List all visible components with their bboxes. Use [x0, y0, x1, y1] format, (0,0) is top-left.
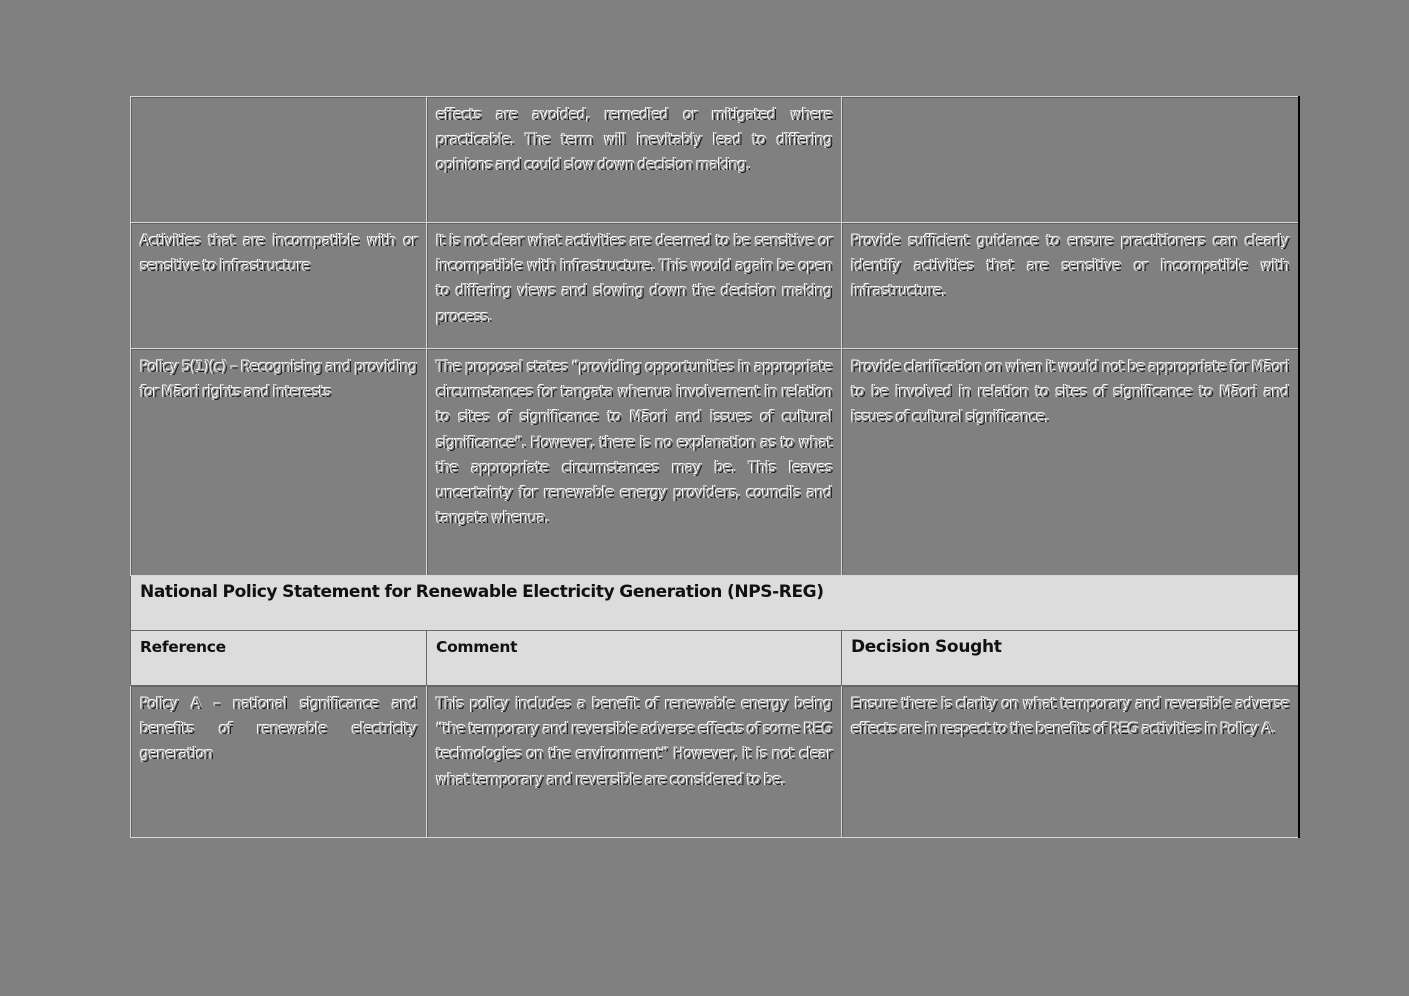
column-header-comment: Comment [427, 631, 842, 686]
decision-cell: Provide sufficient guidance to ensure practitioners can clearly identify activities that are sensitive or incompatible with infrastructure. [842, 223, 1299, 349]
column-header-row [131, 631, 1299, 686]
table-right-edge [1298, 96, 1300, 838]
reference-cell: Policy 5(1)(c) – Recognising and providing for Māori rights and interests [131, 349, 427, 576]
section-title: National Policy Statement for Renewable Electricity Generation (NPS-REG) [131, 576, 1299, 631]
column-header-reference: Reference [131, 631, 427, 686]
decision-cell: Ensure there is clarity on what temporary and reversible adverse effects are in respect to the benefits of REG activities in Policy A. [842, 686, 1299, 838]
decision-cell: Provide clarification on when it would not be appropriate for Māori to be involved in relation to sites of significance to Māori and issues of cultural significance. [842, 349, 1299, 576]
document-page [130, 96, 1298, 838]
table-row [131, 97, 1299, 223]
comment-cell: This policy includes a benefit of renewable energy being “the temporary and reversible adverse effects of some REG technologies on the environment” However, it is not clear what temporary and reversible are considered to be. [427, 686, 842, 838]
table-row [131, 686, 1299, 838]
column-header-decision-sought: Decision Sought [842, 631, 1299, 686]
comment-cell: The proposal states “providing opportunities in appropriate circumstances for tangata whenua involvement in relation to sites of significance to Māori and issues of cultural significance”. However, there is no explanation as to what the appropriate circumstances may be. This leaves uncertainty for renewable energy providers, councils and tangata whenua. [427, 349, 842, 576]
submission-table [130, 96, 1299, 838]
decision-cell [842, 97, 1299, 223]
reference-cell: Activities that are incompatible with or sensitive to infrastructure [131, 223, 427, 349]
comment-cell: effects are avoided, remedied or mitigated where practicable. The term will inevitably lead to differing opinions and could slow down decision making. [427, 97, 842, 223]
reference-cell [131, 97, 427, 223]
section-heading-row [131, 576, 1299, 631]
table-row [131, 349, 1299, 576]
comment-cell: It is not clear what activities are deemed to be sensitive or incompatible with infrastructure. This would again be open to differing views and slowing down the decision making process. [427, 223, 842, 349]
reference-cell: Policy A – national significance and benefits of renewable electricity generation [131, 686, 427, 838]
table-row [131, 223, 1299, 349]
